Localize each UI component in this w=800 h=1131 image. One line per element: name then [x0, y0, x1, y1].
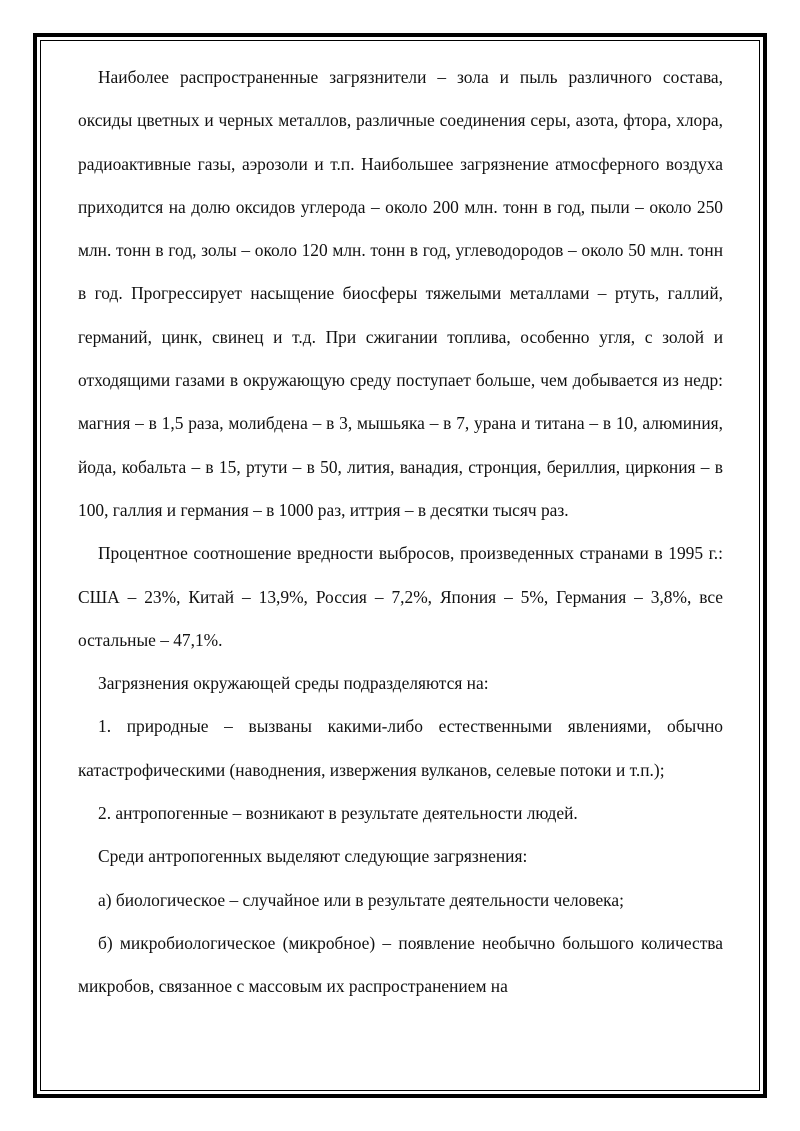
list-item-natural: 1. природные – вызваны какими-либо естественными явлениями, обычно катастрофическими (наводнения, извержения вулканов, селевые потоки и т.п.);	[78, 716, 723, 780]
paragraph-pollutants: Наиболее распространенные загрязнители – зола и пыль различного состава, оксиды цветных и черных металлов, различные соединения серы, азота, фтора, хлора, радиоактивные газы, аэрозоли и т.п. Наибольшее загрязнение атмосферного воздуха приходится на долю оксидов углерода – около 200 млн. тонн в год, пыли – около 250 млн. тонн в год, золы – около 120 млн. тонн в год, углеводородов – около 50 млн. тонн в год. Прогрессирует насыщение биосферы тяжелыми металлами – ртуть, галлий, германий, цинк, свинец и т.д. При сжигании топлива, особенно угля, с золой и отходящими газами в окружающую среду поступает больше, чем добывается из недр: магния – в 1,5 раза, молибдена – в 3, мышьяка – в 7, урана и титана – в 10, алюминия, йода, кобальта – в 15, ртути – в 50, лития, ванадия, стронция, бериллия, циркония – в 100, галлия и германия – в 1000 раз, иттрия – в десятки тысяч раз.	[78, 67, 723, 520]
list-item-microbiological: б) микробиологическое (микробное) – появление необычно большого количества микробов, связанное с массовым их распространением на	[78, 932, 723, 997]
list-item-anthropogenic: 2. антропогенные – возникают в результате деятельности людей.	[98, 803, 578, 824]
paragraph-emissions-share: Процентное соотношение вредности выбросов, произведенных странами в 1995 г.: США – 23%, Китай – 13,9%, Россия – 7,2%, Япония – 5%, Германия – 3,8%, все остальные – 47,1%.	[78, 543, 723, 650]
paragraph-classification-intro: Загрязнения окружающей среды подразделяются на:	[98, 673, 489, 694]
list-item-biological: а) биологическое – случайное или в результате деятельности человека;	[98, 889, 624, 910]
paragraph-anthropogenic-intro: Среди антропогенных выделяют следующие загрязнения:	[98, 846, 528, 867]
document-body	[78, 56, 723, 1009]
